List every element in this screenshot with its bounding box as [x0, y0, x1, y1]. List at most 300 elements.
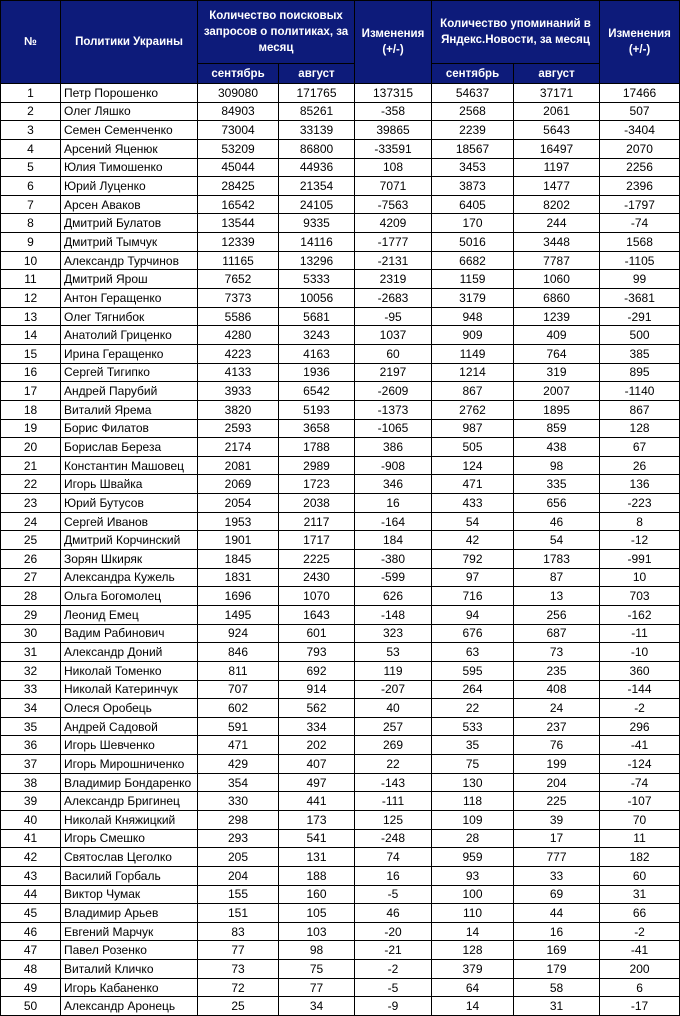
cell-name: Святослав Цеголко [61, 848, 198, 867]
cell-mentions-change: 867 [600, 400, 680, 419]
cell-mentions-aug: 1477 [514, 177, 600, 196]
cell-mentions-change: 17466 [600, 84, 680, 103]
cell-search-change: -2609 [355, 382, 432, 401]
cell-search-aug: 105 [279, 904, 355, 923]
cell-mentions-aug: 16 [514, 922, 600, 941]
cell-search-aug: 562 [279, 699, 355, 718]
cell-mentions-sep: 676 [432, 624, 514, 643]
cell-num: 9 [1, 233, 61, 252]
cell-mentions-aug: 24 [514, 699, 600, 718]
cell-search-aug: 188 [279, 866, 355, 885]
cell-name: Николай Томенко [61, 661, 198, 680]
cell-mentions-aug: 764 [514, 344, 600, 363]
cell-search-change: 108 [355, 158, 432, 177]
table-row [1, 866, 680, 885]
cell-mentions-aug: 5643 [514, 121, 600, 140]
cell-mentions-aug: 44 [514, 904, 600, 923]
cell-name: Зорян Шкиряк [61, 550, 198, 569]
cell-search-aug: 2117 [279, 512, 355, 531]
cell-num: 1 [1, 84, 61, 103]
cell-name: Александр Доний [61, 643, 198, 662]
cell-num: 35 [1, 717, 61, 736]
cell-name: Игорь Шевченко [61, 736, 198, 755]
cell-search-change: 16 [355, 866, 432, 885]
header-mentions: Количество упоминаний в Яндекс.Новости, за месяц [432, 1, 600, 64]
table-row [1, 624, 680, 643]
cell-search-aug: 601 [279, 624, 355, 643]
table-row [1, 438, 680, 457]
cell-name: Олег Ляшко [61, 102, 198, 121]
cell-search-sep: 72 [198, 978, 279, 997]
cell-search-sep: 7373 [198, 289, 279, 308]
cell-search-aug: 160 [279, 885, 355, 904]
cell-mentions-change: 360 [600, 661, 680, 680]
cell-name: Виталий Кличко [61, 960, 198, 979]
cell-mentions-aug: 46 [514, 512, 600, 531]
cell-mentions-change: 99 [600, 270, 680, 289]
cell-mentions-aug: 408 [514, 680, 600, 699]
cell-name: Игорь Швайка [61, 475, 198, 494]
cell-search-aug: 202 [279, 736, 355, 755]
cell-num: 12 [1, 289, 61, 308]
cell-num: 3 [1, 121, 61, 140]
cell-mentions-aug: 199 [514, 755, 600, 774]
cell-mentions-change: 2396 [600, 177, 680, 196]
cell-search-change: 137315 [355, 84, 432, 103]
cell-name: Игорь Кабаненко [61, 978, 198, 997]
table-body [1, 84, 680, 1016]
cell-search-sep: 2174 [198, 438, 279, 457]
cell-search-sep: 151 [198, 904, 279, 923]
cell-search-aug: 86800 [279, 139, 355, 158]
cell-search-aug: 9335 [279, 214, 355, 233]
cell-search-aug: 85261 [279, 102, 355, 121]
cell-num: 28 [1, 587, 61, 606]
cell-mentions-aug: 2007 [514, 382, 600, 401]
cell-name: Олег Тягнибок [61, 307, 198, 326]
cell-mentions-aug: 16497 [514, 139, 600, 158]
cell-mentions-change: -2 [600, 922, 680, 941]
cell-num: 16 [1, 363, 61, 382]
cell-search-change: -95 [355, 307, 432, 326]
cell-name: Борислав Береза [61, 438, 198, 457]
cell-search-sep: 1495 [198, 605, 279, 624]
cell-search-change: -908 [355, 456, 432, 475]
cell-search-sep: 83 [198, 922, 279, 941]
cell-search-sep: 591 [198, 717, 279, 736]
cell-num: 14 [1, 326, 61, 345]
cell-num: 36 [1, 736, 61, 755]
cell-search-aug: 334 [279, 717, 355, 736]
cell-mentions-aug: 169 [514, 941, 600, 960]
cell-search-aug: 21354 [279, 177, 355, 196]
cell-mentions-aug: 859 [514, 419, 600, 438]
cell-mentions-change: 1568 [600, 233, 680, 252]
cell-mentions-change: -2 [600, 699, 680, 718]
cell-mentions-aug: 256 [514, 605, 600, 624]
cell-search-aug: 13296 [279, 251, 355, 270]
cell-search-sep: 204 [198, 866, 279, 885]
cell-search-sep: 298 [198, 810, 279, 829]
cell-mentions-change: -10 [600, 643, 680, 662]
cell-search-aug: 4163 [279, 344, 355, 363]
subheader-search-aug: август [279, 64, 355, 84]
cell-mentions-sep: 75 [432, 755, 514, 774]
cell-mentions-change: 67 [600, 438, 680, 457]
cell-num: 13 [1, 307, 61, 326]
subheader-search-sep: сентябрь [198, 64, 279, 84]
table-row [1, 214, 680, 233]
cell-search-change: -9 [355, 997, 432, 1016]
header-change-mentions: Изменения (+/-) [600, 1, 680, 84]
cell-search-change: 269 [355, 736, 432, 755]
cell-name: Анатолий Гриценко [61, 326, 198, 345]
cell-name: Павел Розенко [61, 941, 198, 960]
cell-search-change: -1777 [355, 233, 432, 252]
cell-name: Виталий Ярема [61, 400, 198, 419]
table-row [1, 792, 680, 811]
cell-name: Семен Семенченко [61, 121, 198, 140]
cell-mentions-aug: 335 [514, 475, 600, 494]
cell-mentions-aug: 39 [514, 810, 600, 829]
cell-name: Александра Кужель [61, 568, 198, 587]
table-row [1, 605, 680, 624]
table-row [1, 382, 680, 401]
cell-search-aug: 3243 [279, 326, 355, 345]
cell-search-aug: 24105 [279, 195, 355, 214]
cell-search-sep: 77 [198, 941, 279, 960]
cell-search-change: -2683 [355, 289, 432, 308]
cell-mentions-aug: 33 [514, 866, 600, 885]
cell-name: Виктор Чумак [61, 885, 198, 904]
cell-mentions-aug: 409 [514, 326, 600, 345]
cell-num: 20 [1, 438, 61, 457]
cell-num: 39 [1, 792, 61, 811]
cell-mentions-sep: 28 [432, 829, 514, 848]
cell-num: 44 [1, 885, 61, 904]
table-row [1, 326, 680, 345]
cell-num: 17 [1, 382, 61, 401]
cell-search-change: -207 [355, 680, 432, 699]
table-row [1, 344, 680, 363]
header-search-queries: Количество поисковых запросов о политиках, за месяц [198, 1, 355, 64]
table-row [1, 102, 680, 121]
cell-search-sep: 602 [198, 699, 279, 718]
header-change-search: Изменения (+/-) [355, 1, 432, 84]
cell-name: Владимир Бондаренко [61, 773, 198, 792]
cell-search-change: 1037 [355, 326, 432, 345]
cell-mentions-change: 296 [600, 717, 680, 736]
cell-mentions-sep: 867 [432, 382, 514, 401]
cell-mentions-sep: 433 [432, 494, 514, 513]
header-politicians: Политики Украины [61, 1, 198, 84]
cell-search-sep: 25 [198, 997, 279, 1016]
cell-search-change: 74 [355, 848, 432, 867]
cell-mentions-change: 10 [600, 568, 680, 587]
table-row [1, 773, 680, 792]
cell-search-sep: 2069 [198, 475, 279, 494]
cell-search-aug: 1717 [279, 531, 355, 550]
cell-mentions-change: 128 [600, 419, 680, 438]
cell-name: Юрий Луценко [61, 177, 198, 196]
cell-mentions-change: -1797 [600, 195, 680, 214]
cell-search-aug: 2430 [279, 568, 355, 587]
cell-num: 5 [1, 158, 61, 177]
cell-name: Петр Порошенко [61, 84, 198, 103]
cell-mentions-sep: 3179 [432, 289, 514, 308]
cell-search-aug: 2989 [279, 456, 355, 475]
cell-search-aug: 98 [279, 941, 355, 960]
cell-mentions-sep: 1159 [432, 270, 514, 289]
cell-mentions-sep: 94 [432, 605, 514, 624]
cell-num: 43 [1, 866, 61, 885]
cell-name: Арсен Аваков [61, 195, 198, 214]
cell-search-aug: 33139 [279, 121, 355, 140]
cell-search-aug: 541 [279, 829, 355, 848]
cell-mentions-aug: 8202 [514, 195, 600, 214]
cell-mentions-change: -41 [600, 736, 680, 755]
table-row [1, 84, 680, 103]
cell-search-change: -33591 [355, 139, 432, 158]
table-row [1, 195, 680, 214]
cell-mentions-aug: 76 [514, 736, 600, 755]
table-row [1, 960, 680, 979]
cell-mentions-sep: 595 [432, 661, 514, 680]
cell-search-change: -2 [355, 960, 432, 979]
table-row [1, 550, 680, 569]
cell-mentions-change: -12 [600, 531, 680, 550]
table-row [1, 419, 680, 438]
cell-mentions-sep: 987 [432, 419, 514, 438]
cell-num: 33 [1, 680, 61, 699]
cell-search-change: 626 [355, 587, 432, 606]
cell-name: Юлия Тимошенко [61, 158, 198, 177]
cell-mentions-sep: 3453 [432, 158, 514, 177]
cell-search-change: -21 [355, 941, 432, 960]
cell-mentions-aug: 319 [514, 363, 600, 382]
header-num: № [1, 1, 61, 84]
table-row [1, 456, 680, 475]
cell-mentions-sep: 14 [432, 997, 514, 1016]
table-row [1, 661, 680, 680]
cell-mentions-sep: 909 [432, 326, 514, 345]
cell-mentions-change: -991 [600, 550, 680, 569]
cell-mentions-sep: 54637 [432, 84, 514, 103]
cell-mentions-sep: 22 [432, 699, 514, 718]
cell-num: 21 [1, 456, 61, 475]
cell-mentions-sep: 505 [432, 438, 514, 457]
cell-num: 22 [1, 475, 61, 494]
cell-search-aug: 1643 [279, 605, 355, 624]
cell-num: 11 [1, 270, 61, 289]
cell-mentions-aug: 73 [514, 643, 600, 662]
cell-search-sep: 924 [198, 624, 279, 643]
cell-num: 32 [1, 661, 61, 680]
cell-search-change: 386 [355, 438, 432, 457]
cell-search-aug: 497 [279, 773, 355, 792]
cell-mentions-aug: 777 [514, 848, 600, 867]
cell-mentions-change: 70 [600, 810, 680, 829]
cell-mentions-sep: 97 [432, 568, 514, 587]
cell-search-sep: 330 [198, 792, 279, 811]
cell-mentions-change: 703 [600, 587, 680, 606]
cell-search-change: -143 [355, 773, 432, 792]
cell-mentions-sep: 118 [432, 792, 514, 811]
cell-name: Дмитрий Корчинский [61, 531, 198, 550]
cell-mentions-change: -223 [600, 494, 680, 513]
cell-search-sep: 429 [198, 755, 279, 774]
cell-mentions-sep: 948 [432, 307, 514, 326]
subheader-mentions-aug: август [514, 64, 600, 84]
cell-mentions-aug: 204 [514, 773, 600, 792]
cell-name: Владимир Арьев [61, 904, 198, 923]
table-row [1, 699, 680, 718]
cell-mentions-aug: 69 [514, 885, 600, 904]
cell-num: 15 [1, 344, 61, 363]
cell-search-sep: 707 [198, 680, 279, 699]
cell-search-sep: 2054 [198, 494, 279, 513]
table-row [1, 121, 680, 140]
cell-num: 27 [1, 568, 61, 587]
cell-name: Ольга Богомолец [61, 587, 198, 606]
cell-mentions-change: -291 [600, 307, 680, 326]
cell-search-change: -599 [355, 568, 432, 587]
cell-search-sep: 2081 [198, 456, 279, 475]
cell-mentions-sep: 124 [432, 456, 514, 475]
cell-name: Игорь Мирошниченко [61, 755, 198, 774]
table-row [1, 568, 680, 587]
cell-search-change: -380 [355, 550, 432, 569]
cell-mentions-aug: 179 [514, 960, 600, 979]
cell-search-change: -1065 [355, 419, 432, 438]
cell-search-sep: 1831 [198, 568, 279, 587]
cell-mentions-sep: 533 [432, 717, 514, 736]
cell-search-change: 257 [355, 717, 432, 736]
cell-num: 7 [1, 195, 61, 214]
cell-search-change: 7071 [355, 177, 432, 196]
cell-name: Константин Машовец [61, 456, 198, 475]
cell-mentions-aug: 2061 [514, 102, 600, 121]
cell-mentions-change: 507 [600, 102, 680, 121]
cell-name: Дмитрий Ярош [61, 270, 198, 289]
cell-mentions-change: 6 [600, 978, 680, 997]
cell-search-aug: 77 [279, 978, 355, 997]
cell-num: 25 [1, 531, 61, 550]
cell-search-aug: 407 [279, 755, 355, 774]
cell-name: Дмитрий Тымчук [61, 233, 198, 252]
cell-name: Ирина Геращенко [61, 344, 198, 363]
cell-num: 45 [1, 904, 61, 923]
table-row [1, 251, 680, 270]
cell-search-aug: 14116 [279, 233, 355, 252]
cell-mentions-sep: 2762 [432, 400, 514, 419]
cell-mentions-aug: 6860 [514, 289, 600, 308]
cell-mentions-sep: 2568 [432, 102, 514, 121]
cell-mentions-change: -3681 [600, 289, 680, 308]
cell-mentions-aug: 438 [514, 438, 600, 457]
cell-search-change: 46 [355, 904, 432, 923]
cell-mentions-change: -17 [600, 997, 680, 1016]
table-row [1, 233, 680, 252]
cell-search-aug: 1936 [279, 363, 355, 382]
cell-mentions-aug: 7787 [514, 251, 600, 270]
table-row [1, 885, 680, 904]
cell-search-change: -358 [355, 102, 432, 121]
cell-mentions-sep: 128 [432, 941, 514, 960]
cell-search-sep: 73 [198, 960, 279, 979]
table-row [1, 717, 680, 736]
cell-mentions-aug: 656 [514, 494, 600, 513]
cell-search-aug: 5681 [279, 307, 355, 326]
cell-search-sep: 811 [198, 661, 279, 680]
cell-search-sep: 11165 [198, 251, 279, 270]
cell-mentions-sep: 109 [432, 810, 514, 829]
cell-search-aug: 3658 [279, 419, 355, 438]
cell-name: Александр Бригинец [61, 792, 198, 811]
table-row [1, 363, 680, 382]
cell-mentions-sep: 14 [432, 922, 514, 941]
cell-mentions-sep: 959 [432, 848, 514, 867]
table-row [1, 494, 680, 513]
cell-name: Андрей Садовой [61, 717, 198, 736]
cell-mentions-change: 200 [600, 960, 680, 979]
cell-search-change: 119 [355, 661, 432, 680]
cell-mentions-aug: 237 [514, 717, 600, 736]
cell-mentions-sep: 54 [432, 512, 514, 531]
cell-mentions-change: 385 [600, 344, 680, 363]
table-row [1, 978, 680, 997]
cell-num: 2 [1, 102, 61, 121]
cell-mentions-sep: 170 [432, 214, 514, 233]
cell-num: 18 [1, 400, 61, 419]
cell-search-change: -20 [355, 922, 432, 941]
cell-search-sep: 73004 [198, 121, 279, 140]
cell-name: Дмитрий Булатов [61, 214, 198, 233]
cell-name: Вадим Рабинович [61, 624, 198, 643]
cell-search-aug: 441 [279, 792, 355, 811]
cell-search-change: -248 [355, 829, 432, 848]
cell-search-sep: 84903 [198, 102, 279, 121]
cell-mentions-sep: 3873 [432, 177, 514, 196]
cell-num: 4 [1, 139, 61, 158]
cell-name: Сергей Иванов [61, 512, 198, 531]
cell-mentions-sep: 63 [432, 643, 514, 662]
cell-search-change: 184 [355, 531, 432, 550]
cell-search-aug: 914 [279, 680, 355, 699]
cell-name: Борис Филатов [61, 419, 198, 438]
cell-search-sep: 1845 [198, 550, 279, 569]
cell-search-aug: 2038 [279, 494, 355, 513]
table-row [1, 307, 680, 326]
cell-name: Василий Горбаль [61, 866, 198, 885]
cell-mentions-aug: 31 [514, 997, 600, 1016]
cell-search-aug: 34 [279, 997, 355, 1016]
cell-search-aug: 1070 [279, 587, 355, 606]
cell-mentions-aug: 17 [514, 829, 600, 848]
table-row [1, 289, 680, 308]
cell-mentions-aug: 687 [514, 624, 600, 643]
cell-num: 42 [1, 848, 61, 867]
cell-name: Арсений Яценюк [61, 139, 198, 158]
cell-search-sep: 309080 [198, 84, 279, 103]
cell-mentions-sep: 792 [432, 550, 514, 569]
cell-num: 23 [1, 494, 61, 513]
cell-mentions-sep: 100 [432, 885, 514, 904]
cell-mentions-sep: 716 [432, 587, 514, 606]
cell-search-aug: 131 [279, 848, 355, 867]
cell-search-sep: 45044 [198, 158, 279, 177]
cell-search-aug: 692 [279, 661, 355, 680]
